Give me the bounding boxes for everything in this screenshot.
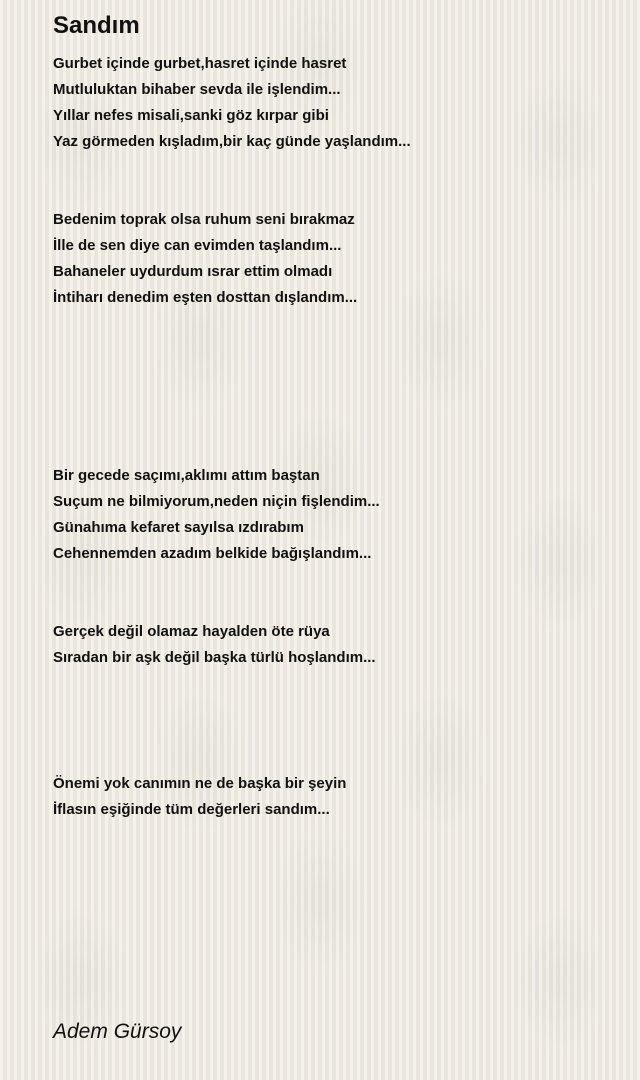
poem-line: Suçum ne bilmiyorum,neden niçin fişlendim... [53, 493, 380, 510]
poem-author: Adem Gürsoy [53, 1020, 182, 1043]
poem-line: Sıradan bir aşk değil başka türlü hoşlandım... [53, 649, 376, 666]
poem-line: Gurbet içinde gurbet,hasret içinde hasret [53, 55, 347, 72]
poem-line: İntiharı denedim eşten dosttan dışlandım... [53, 289, 358, 306]
poem-line: Cehennemden azadım belkide bağışlandım... [53, 545, 372, 562]
poem-line: Günahıma kefaret sayılsa ızdırabım [53, 519, 304, 536]
poem-line: Gerçek değil olamaz hayalden öte rüya [53, 623, 330, 640]
poem-line: Mutluluktan bihaber sevda ile işlendim... [53, 81, 341, 98]
stanza-4 [53, 619, 376, 671]
poem-line: İflasın eşiğinde tüm değerleri sandım... [53, 801, 330, 818]
poem-line: Yıllar nefes misali,sanki göz kırpar gibi [53, 107, 329, 124]
poem-line: Bahaneler uydurdum ısrar ettim olmadı [53, 263, 333, 280]
stanza-3 [53, 463, 380, 567]
poem-line: Önemi yok canımın ne de başka bir şeyin [53, 775, 347, 792]
poem-line: Bir gecede saçımı,aklımı attım baştan [53, 467, 320, 484]
poem-line: Bedenim toprak olsa ruhum seni bırakmaz [53, 211, 355, 228]
poem-title: Sandım [53, 12, 140, 39]
stanza-2 [53, 207, 357, 311]
poem-line: İlle de sen diye can evimden taşlandım... [53, 237, 342, 254]
stanza-5 [53, 771, 346, 823]
stanza-1 [53, 51, 411, 155]
poem-line: Yaz görmeden kışladım,bir kaç günde yaşlandım... [53, 133, 411, 150]
